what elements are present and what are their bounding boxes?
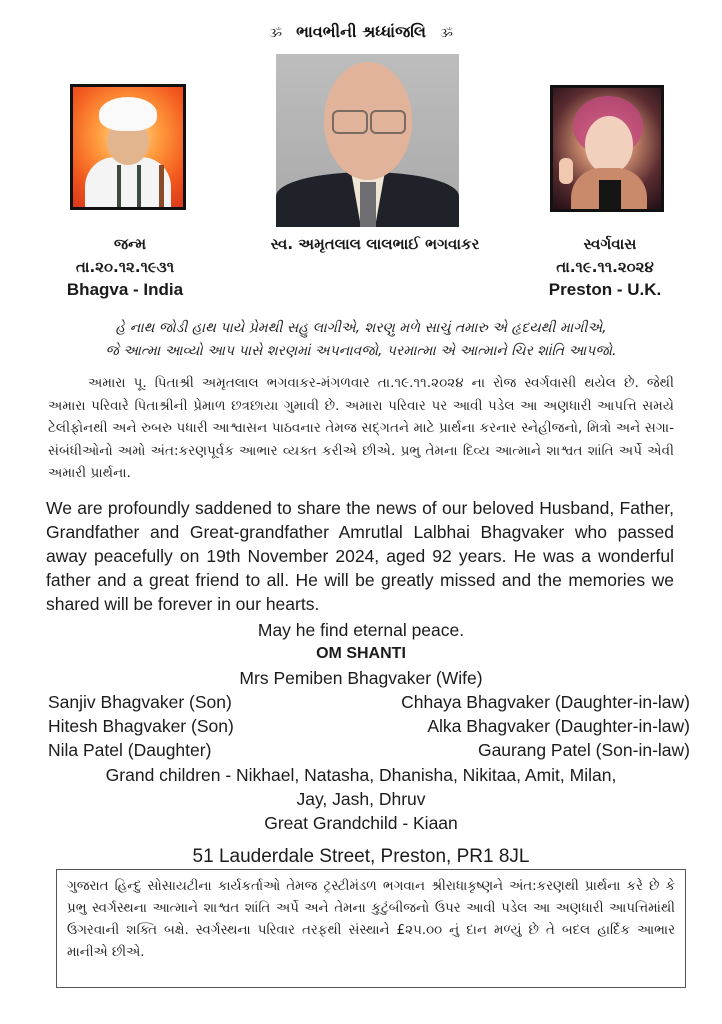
death-place: Preston - U.K. <box>548 280 662 299</box>
devotional-portrait-right <box>550 85 664 212</box>
society-notice: ગુજરાત હિન્દુ સોસાયટીના કાર્યકર્તાઓ તેમજ ટ્રસ્ટીમંડળ ભગવાન શ્રીરાધાકૃષ્ણને અંત:કરણથી પ્રાર્થના કરે છે કે પ્રભુ સ્વર્ગસ્થના આત્માને શાશ્વત શાંતિ અર્પે અને તેમના કુટુંબીજનો ઉપર આવી પડેલ આ અણધારી આપત્તિમાંથી ઉગરવાની શક્તિ બક્ષે. સ્વર્ગસ્થના પરિવાર તરફથી સંસ્થાને £૨૫.૦૦ નું દાન મળ્યું છે તે બદલ હાર્દિક આભાર માનીએ છીએ. <box>67 879 675 960</box>
family-row <box>48 692 690 713</box>
om-shanti: OM SHANTI <box>316 645 406 662</box>
deceased-name-gujarati: સ્વ. અમૃતલાલ લાલભાઈ ભગવાકર <box>270 235 480 253</box>
family-member: Sanjiv Bhagvaker (Son) <box>48 692 232 712</box>
family-row <box>48 740 690 761</box>
birth-place: Bhagva - India <box>66 280 184 299</box>
death-date: તા.૧૯.૧૧.૨૦૨૪ <box>556 258 654 276</box>
om-icon: ૐ <box>439 26 453 40</box>
family-member: Alka Bhagvaker (Daughter-in-law) <box>427 716 690 736</box>
address: 51 Lauderdale Street, Preston, PR1 8JL <box>192 846 530 867</box>
grandchildren-line-2: Jay, Jash, Dhruv <box>296 789 426 809</box>
gujarati-message: અમારા પૂ. પિતાશ્રી અમૃતલાલ ભગવાકર-મંગળવાર તા.૧૯.૧૧.૨૦૨૪ ના રોજ સ્વર્ગવાસી થયેલ છે. જેથી અમારા પરિવારે પિતાશ્રીની પ્રેમાળ છત્રછાયા ગુમાવી છે. અમારા પરિવાર પર આવી પડેલ આ અણધારી આપત્તિ સમયે ટેલીફોનથી અને રુબરુ પધારી આશ્વાસન પાઠવનાર તેમજ સદ્ગતને માટે પ્રાર્થના કરનાર સ્નેહીજનો, મિત્રો અને સગા-સંબંધીઓનો અમો અંત:કરણપૂર્વક આભાર વ્યક્ત કરીએ છીએ. પ્રભુ તેમના દિવ્ય આત્માને શાશ્વત શાંતિ અર્પે એવી અમારી પ્રાર્થના. <box>48 375 675 481</box>
birth-date: તા.૨૦.૧૨.૧૯૩૧ <box>75 258 175 276</box>
grandchildren-line-1: Grand children - Nikhael, Natasha, Dhanisha, Nikitaa, Amit, Milan, <box>105 765 617 785</box>
family-member: Chhaya Bhagvaker (Daughter-in-law) <box>401 692 690 712</box>
deceased-portrait <box>276 54 459 227</box>
family-row <box>48 716 690 737</box>
family-member: Hitesh Bhagvaker (Son) <box>48 716 234 736</box>
devotional-portrait-left <box>70 84 186 210</box>
death-label: સ્વર્ગવાસ <box>583 235 637 253</box>
page-title <box>0 22 722 42</box>
birth-label: જન્મ <box>113 235 147 253</box>
prayer-line-2: જે આત્મા આવ્યો આપ પાસે શરણમાં અપનાવજો, પરમાત્મા એ આત્માને ચિર શાંતિ આપજો. <box>105 343 617 359</box>
family-member: Gaurang Patel (Son-in-law) <box>477 740 690 760</box>
english-message: We are profoundly saddened to share the news of our beloved Husband, Father, Grandfather and Great-grandfather Amrutlal Lalbhai Bhagvaker who passed away peacefully on 19th November 2024, aged 92 years. He was a wonderful father and a great friend to all. He will be greatly missed and the memories we shared will be forever in our hearts. <box>46 498 674 614</box>
prayer-line-1: હે નાથ જોડી હાથ પાયે પ્રેમથી સહુ લાગીએ, શરણુ મળે સાચું તમારુ એ હૃદયથી માગીએ, <box>115 320 607 336</box>
title-text: ભાવભીની શ્રધ્ધાંજલિ <box>296 22 426 41</box>
great-grandchild: Great Grandchild - Kiaan <box>264 813 458 833</box>
family-member: Nila Patel (Daughter) <box>48 740 212 760</box>
society-notice-box <box>56 869 686 988</box>
family-wife: Mrs Pemiben Bhagvaker (Wife) <box>239 668 483 688</box>
om-icon: ૐ <box>269 26 283 40</box>
peace-line: May he find eternal peace. <box>257 620 465 640</box>
